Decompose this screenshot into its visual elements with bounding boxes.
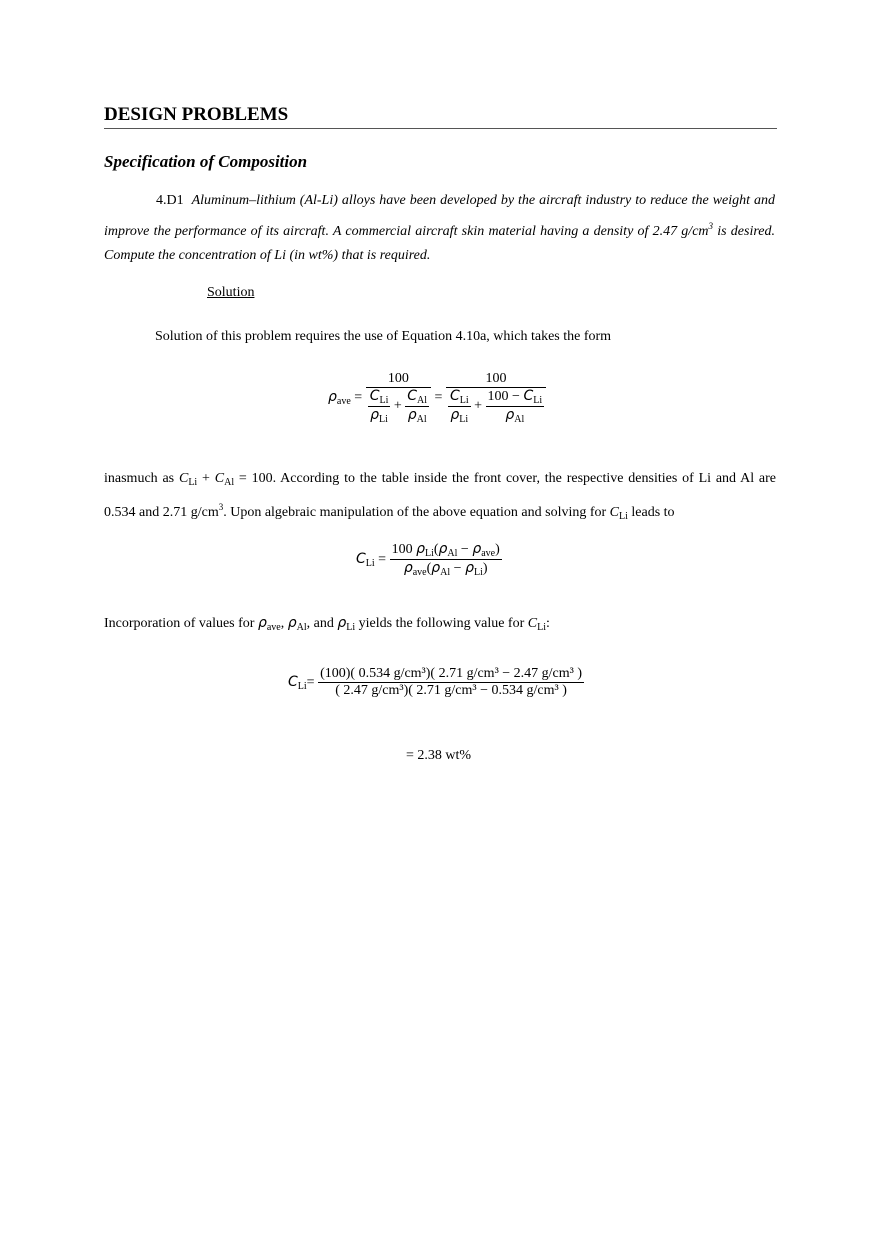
numeric-denominator: ( 2.47 g/cm³)( 2.71 g/cm³ − 0.534 g/cm³ ) [318,682,584,699]
result-value: = 2.38 wt% [406,748,472,763]
solution-intro: Solution of this problem requires the use of Equation 4.10a, which takes the form [155,329,612,344]
density-paragraph: inasmuch as $C_{Li} + C_{Al} = 100$. According to the table inside the front cover, the respective densities of Li and Al are 0.534 and 2.71 $g/cm^3$. Upon algebraic manipulation of the above equation and solving for $C_{Li}$ leads to [104,471,776,522]
problem-text-part2: is desired. Compute the concentration of Li (in wt%) that is required. [104,223,775,263]
problem-text-part1: Aluminum–lithium (Al-Li) alloys have been developed by the aircraft industry to reduce the weight and improve the performance of its aircraft. A commercial aircraft skin material having a density of 2.47 g/cm [104,193,776,239]
problem-superscript: 3 [708,220,714,231]
equation-average-density: $\rho_{ave}$ = 100 $\frac{C_{Li}}{\rho_{Li}}$ + $\frac{C_{Al}}{\rho_{Al}}$ = 100 $\frac{C_{Li}}{\rho_{Li}}$ + $\frac{100 - C_{Li}}{\rho_{Al}}$ [328,371,546,425]
fraction-2: 100 $\frac{C_{Li}}{\rho_{Li}}$ + $\frac{100 - C_{Li}}{\rho_{Al}}$ [446,371,546,425]
fraction-1: 100 $\frac{C_{Li}}{\rho_{Li}}$ + $\frac{C_{Al}}{\rho_{Al}}$ [366,371,431,425]
equation-concentration-li: $C_{Li}$ = $\frac{100 \rho_{Li}(\rho_{Al} - \rho_{ave})}{\rho_{ave}(\rho_{Al} - \rho_{Li})}$ [356,541,500,578]
incorporation-paragraph: Incorporation of values for $\rho_{ave}$, $\rho_{Al}$, and $\rho_{Li}$ yields the following value for $C_{Li}$: [104,615,550,633]
problem-statement [104,189,775,269]
equation-numeric: $C_{Li}=$ $\frac{\text{(100)( 0.534 g/cm³)( 2.71 g/cm³ − 2.47 g/cm³ )}}{\text{( 2.47 g/cm³)( 2.71 g/cm³ − 0.534 g/cm³ )}}$ [288,666,583,698]
solution-label: Solution [207,285,255,300]
section-heading: DESIGN PROBLEMS [104,104,289,125]
numeric-numerator: (100)( 0.534 g/cm³)( 2.71 g/cm³ − 2.47 g/cm³ ) [320,666,583,681]
heading-rule [104,128,777,129]
subsection-heading: Specification of Composition [104,152,308,171]
problem-number: 4.D1 [156,193,184,208]
